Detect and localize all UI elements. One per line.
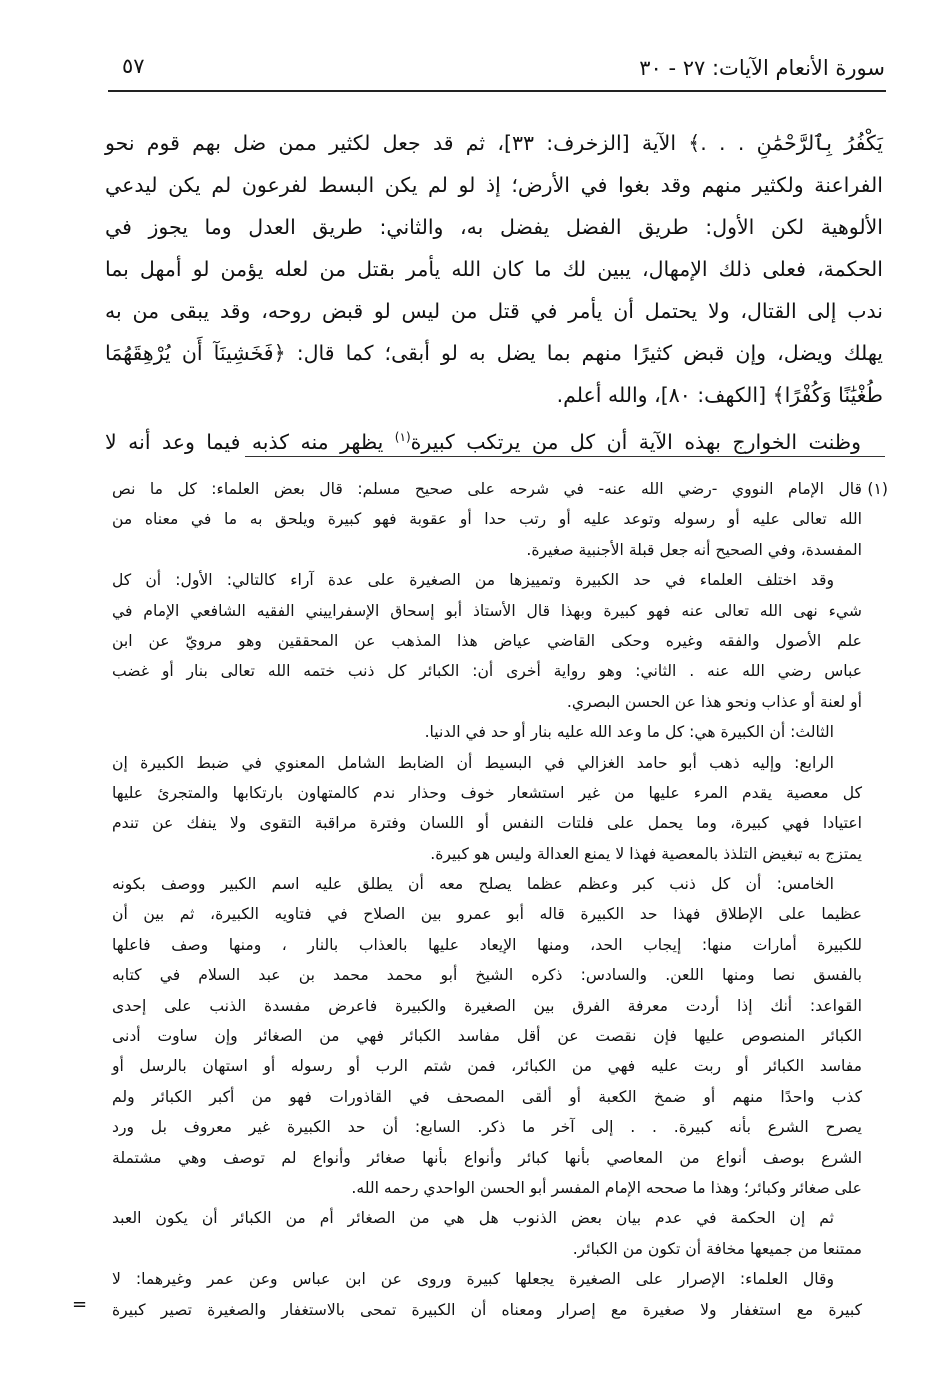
text-line: يهلك ويضل، وإن قبض كثيرًا منهم بما يضل به لو أبقى؛ كما قال: ﴿فَخَشِينَآ أَن يُرْهِقَهُمَا: [105, 341, 883, 365]
text-line: ندب إلى القتال، ولا يحتمل أن يأمر في قتل من ليس لو قبض روحه، وقد يبقى من به: [105, 299, 883, 323]
footnote-line: مفاسد الكبائر أو ربت عليه فهي من الكبائر، فمن شتم الرب أو رسوله أو استهان بالرسل أو: [112, 1057, 862, 1076]
footnotes: [112, 474, 888, 1325]
footnote-line: الشرع بوصف أنواع من المعاصي بأنها كبائر وأنواع بأنها صغائر وأنواع لم توصف وهي مشتملة: [112, 1148, 862, 1167]
footnote-line: الله تعالى عليه أو رسوله وتوعد عليه أو رتب حدا أو عقوبة فهو كبيرة ويلحق به ما في معناه من: [112, 510, 862, 529]
footnote-marker: (١): [867, 480, 888, 498]
text-line: الفراعنة ولكثير منهم وقد بغوا في الأرض؛ إذ لو لم يكن البسط لفرعون لم يكن ليدعي: [105, 173, 883, 197]
footnote-line: قال الإمام النووي -رضي الله عنه- في شرحه على صحيح مسلم: قال بعض العلماء: كل ما نص: [112, 480, 862, 498]
footnote-line: ممتنعا من جميعها مخافة أن تكون من الكبائر.: [572, 1239, 862, 1258]
footnote-line: كبيرة مع استغفار ولا صغيرة مع إصرار ومعناه أن الكبيرة تمحى بالاستغفار والصغيرة تصير كبيرة: [112, 1300, 862, 1319]
footnote-line: بالفسق نصا ومنها اللعن. والسادس: ذكره الشيخ أبو محمد محمد بن عبد السلام في كتابه: [112, 966, 862, 985]
footnote-line: المفسدة، وفي الصحيح أنه جعل قبلة الأجنبية صغيرة.: [526, 540, 862, 559]
continuation-mark: =: [72, 1294, 88, 1315]
page-number: ٥٧: [122, 54, 145, 78]
footnote-line: وقال العلماء: الإصرار على الصغيرة يجعلها كبيرة وروى عن ابن عباس وعن عمر وغيرهما: لا: [112, 1270, 834, 1289]
footnote-line: الكبائر المنصوص عليها فإن نقصت عن أقل مفاسد الكبائر فهي من الصغائر وإن ساوت أدنى: [112, 1027, 862, 1046]
text-line: الحكمة، فعلى ذلك الإمهال، يبين لك ما كان الله يأمر بقتل من لعله يؤمن لو أمهل بما: [105, 257, 883, 281]
footnote-line: اعتيادا فهي كبيرة، وما يحمل على فلتات النفس أو اللسان وفترة مراقبة التقوى ولا ينفك عن تندم: [112, 814, 862, 833]
footnote-separator: [245, 456, 885, 457]
footnote-line: عظيما على الإطلاق فهذا حد الكبيرة قاله أبو عمرو بين الصلاح في فتاويه الكبيرة، ثم بين أن: [112, 905, 862, 924]
footnote-line: ثم إن الحكمة في عدم بيان بعض الذنوب هل هي من الصغائر أم من الكبائر أن يكون العبد: [112, 1209, 834, 1228]
text-segment: وظنت الخوارج بهذه الآية أن كل من يرتكب كبيرة: [410, 429, 861, 454]
text-segment: يظهر منه كذبه فيما وعد أنه لا: [105, 429, 395, 454]
text-line: الألوهية لكن الأول: طريق الفضل يفضل به، والثاني: طريق العدل وما يجوز في: [105, 215, 883, 239]
header-title: سورة الأنعام الآيات: ٢٧ - ٣٠: [639, 56, 885, 80]
text-line: يَكْفُرُ بِٱلرَّحْمَٰنِ . . .﴾ الآية [الزخرف: ٣٣]، ثم قد جعل لكثير ممن ضل بهم قوم نحو: [105, 131, 883, 155]
footnote-line: الخامس: أن كل ذنب كبر وعظم عظما يصلح معه أن يطلق عليه اسم الكبير ووصف بكونه: [112, 875, 834, 894]
footnote-line: شيء نهى الله تعالى عنه فهو كبيرة وبهذا قال الأستاذ أبو إسحاق الإسفراييني الفقيه الشافعي الإمام في: [112, 601, 862, 620]
header-rule: [108, 90, 886, 92]
main-text: [105, 122, 883, 458]
footnote-line: الرابع: وإليه ذهب أبو حامد الغزالي في البسيط أن الضابط الشامل المعنوي في ضبط الكبيرة إن: [112, 753, 834, 772]
text-line: طُغْيَٰنًا وَكُفْرًا﴾ [الكهف: ٨٠]، والله أعلم.: [556, 383, 883, 407]
footnote-line: يصرح الشرع بأنه كبيرة. . . إلى آخر ما ذكر. السابع: أن حد الكبيرة غير معروف بل ورد: [112, 1118, 862, 1137]
footnote-line: عباس رضي الله عنه . الثاني: وهو رواية أخرى أن: الكبائر كل ذنب ختمه الله تعالى بنار أو غضب: [112, 662, 862, 681]
footnote-line: القواعد: أنك إذا أردت معرفة الفرق بين الصغيرة والكبيرة فاعرض مفسدة الذنب على إحدى: [112, 996, 862, 1015]
footnote-line: علم الأصول والفقه وغيره وحكى القاضي عياض هذا المذهب عن المحققين وهو مرويّ عن ابن: [112, 631, 862, 650]
footnote-line: كل معصية يقدم المرء عليها من غير استشعار خوف وحذار ندم كالمتهاون بارتكابها والمتجرئ عليها: [112, 783, 862, 802]
footnote-line: الثالث: أن الكبيرة هي: كل ما وعد الله عليه بنار أو حد في الدنيا.: [424, 723, 834, 742]
footnote-line: على صغائر وكبائر؛ وهذا ما صححه الإمام المفسر أبو الحسن الواحدي رحمه الله.: [351, 1178, 862, 1197]
footnote-line: للكبيرة أمارات منها: إيجاب الحد، ومنها الإيعاد عليها بالعذاب بالنار ، ومنها وصف فاعلها: [112, 935, 862, 954]
footnote-line: وقد اختلف العلماء في حد الكبيرة وتمييزها من الصغيرة على عدة آراء كالتالي: الأول: أن كل: [112, 571, 834, 590]
footnote-reference[interactable]: (١): [394, 430, 411, 444]
text-line: [105, 416, 883, 458]
running-header: [110, 52, 885, 88]
footnote-line: كذب واحدًا منهم أو ضمخ الكعبة أو ألقى المصحف في القاذورات فهو من أكبر الكبائر ولم: [112, 1087, 862, 1106]
footnote-line: أو لعنة أو عذاب ونحو هذا عن الحسن البصري.: [566, 692, 862, 711]
footnote-line: يمتزج به تبغيض التلذذ بالمعصية فهذا لا يمنع العدالة وليس هو كبيرة.: [430, 844, 862, 863]
